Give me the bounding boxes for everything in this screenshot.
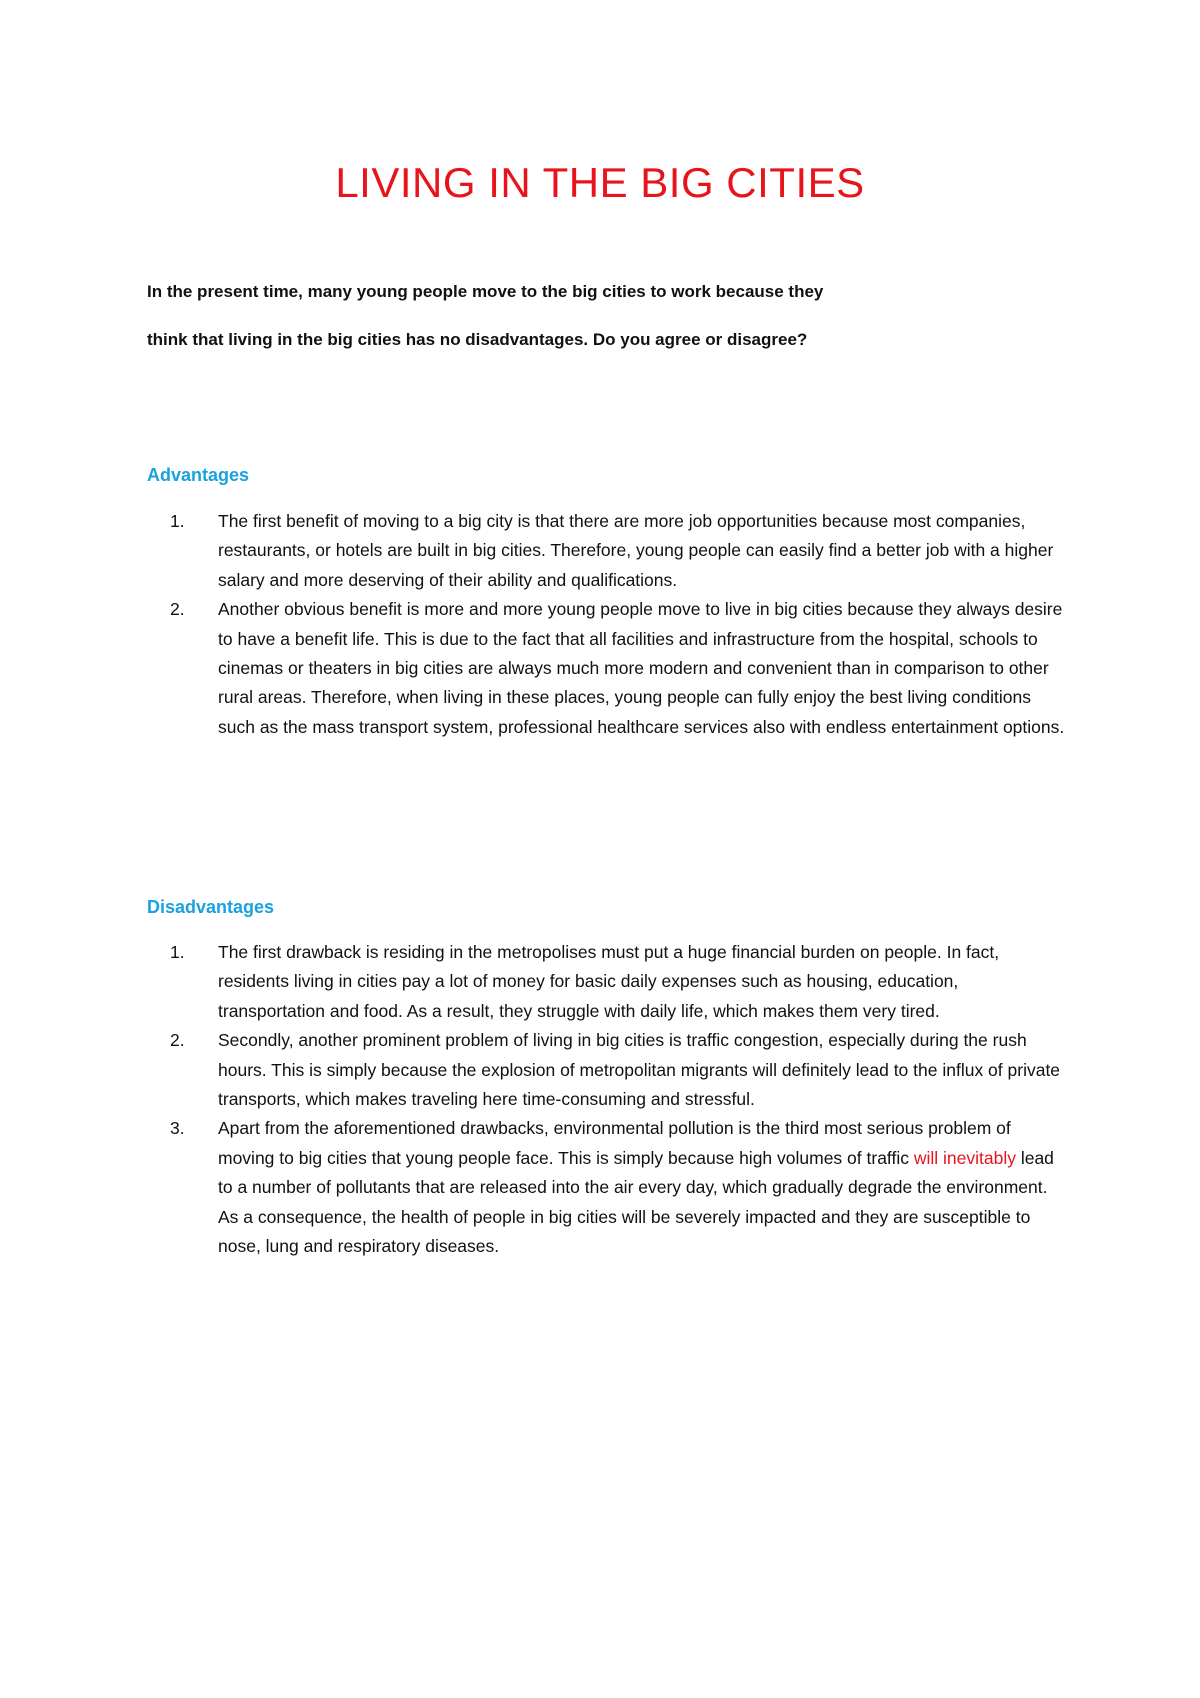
advantages-heading: Advantages [147, 465, 250, 485]
list-number: 1. [170, 511, 185, 531]
list-number: 2. [170, 1030, 185, 1051]
advantage-text: Another obvious benefit is more and more young people move to live in big cities because they always desire to have a benefit life. This is due to the fact that all facilities and infrastructure from the hospital, schools to cinemas or theaters in big cities are always much more modern and convenient than in comparison to other rural areas. Therefore, when living in these places, young people can fully enjoy the best living conditions such as the mass transport system, professional healthcare services also with endless entertainment options. [218, 599, 1065, 737]
advantage-item [170, 595, 1070, 742]
advantages-list [170, 507, 1070, 742]
disadvantage-item [170, 1114, 1070, 1261]
list-number: 1. [170, 942, 185, 962]
disadvantages-list [170, 938, 1070, 1261]
document-title: LIVING IN THE BIG CITIES [335, 159, 865, 206]
advantage-item [170, 507, 1070, 595]
disadvantage-text-after: lead to a number of pollutants that are released into the air every day, which gradually degrade the environment. As a consequence, the health of people in big cities will be severely impacted and they are susceptible to nose, lung and respiratory diseases. [218, 1147, 1054, 1257]
list-number: 3. [170, 1118, 185, 1139]
disadvantages-heading: Disadvantages [147, 897, 275, 917]
disadvantage-item [170, 1026, 1070, 1114]
disadvantage-text: The first drawback is residing in the metropolises must put a huge financial burden on people. In fact, residents living in cities pay a lot of money for basic daily expenses such as housing, education, transportation and food. As a result, they struggle with daily life, which makes them very tired. [218, 942, 1000, 1021]
essay-prompt-line-2: think that living in the big cities has no disadvantages. Do you agree or disagree? [147, 330, 808, 349]
disadvantage-text: Secondly, another prominent problem of living in big cities is traffic congestion, especially during the rush hours. This is simply because the explosion of metropolitan migrants will definitely lead to the influx of private transports, which makes traveling here time-consuming and stressful. [218, 1030, 1061, 1110]
disadvantage-item [170, 938, 1070, 1026]
list-number: 2. [170, 599, 185, 620]
disadvantage-text-before: Apart from the aforementioned drawbacks, environmental pollution is the third most serious problem of moving to big cities that young people face. This is simply because high volumes of traffic [218, 1118, 1011, 1168]
advantage-text: The first benefit of moving to a big city is that there are more job opportunities because most companies, restaurants, or hotels are built in big cities. Therefore, young people can easily find a better job with a higher salary and more deserving of their ability and qualifications. [218, 511, 1054, 590]
essay-prompt-line-1: In the present time, many young people move to the big cities to work because they [147, 282, 824, 301]
highlighted-phrase: will inevitably [913, 1147, 1016, 1168]
